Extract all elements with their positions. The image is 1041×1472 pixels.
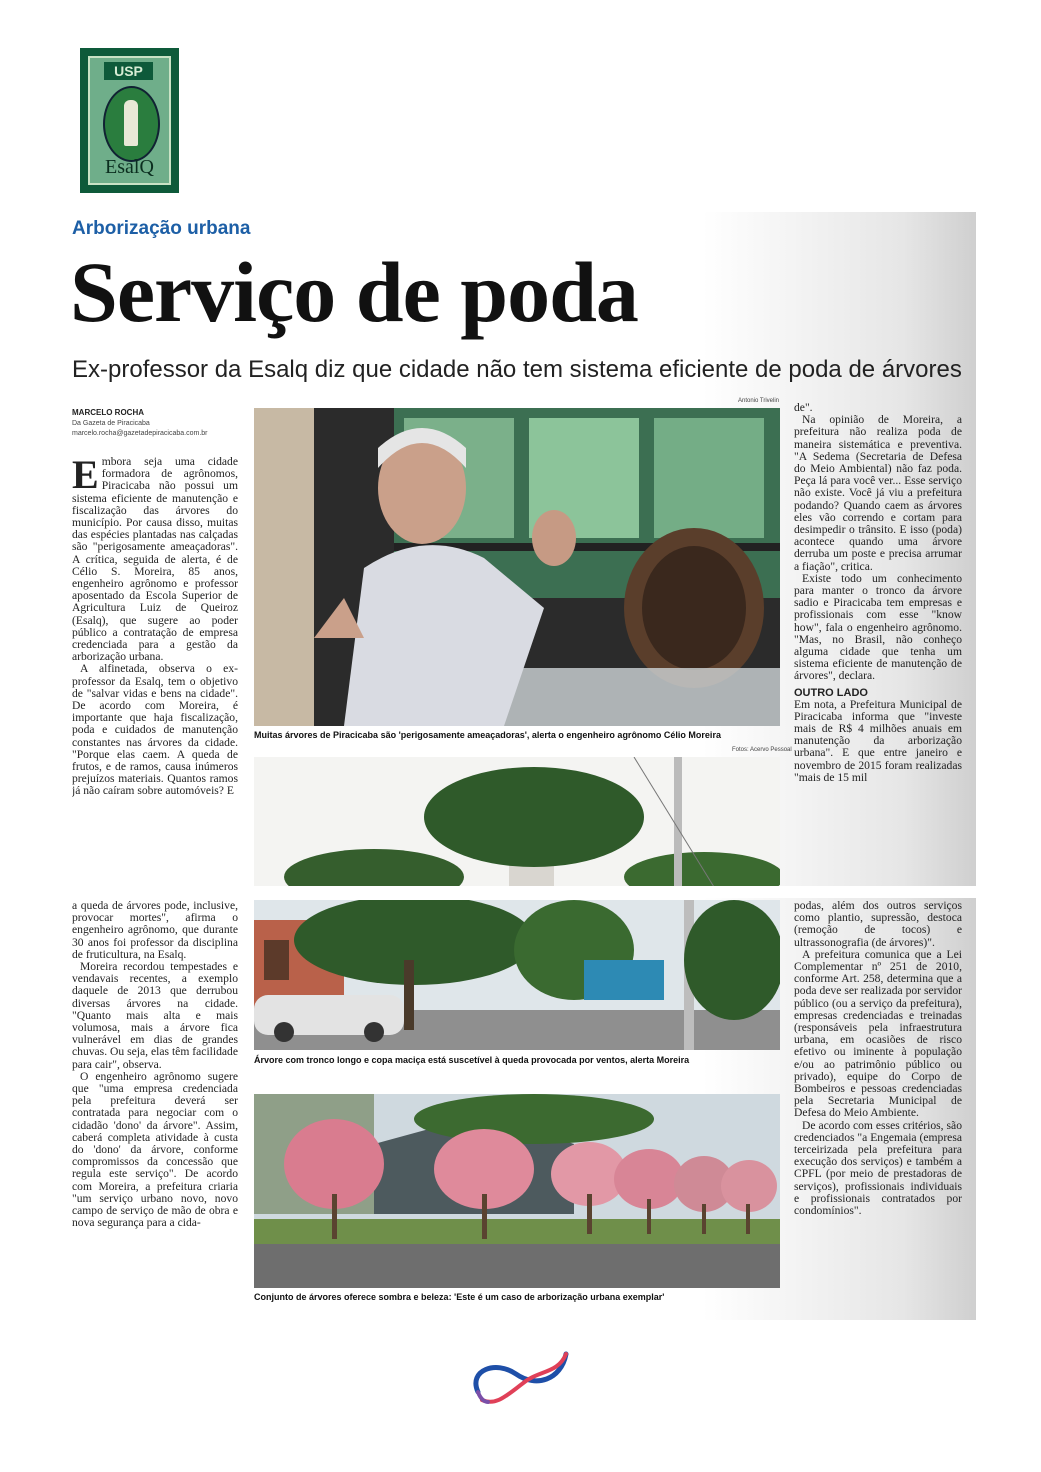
logo-emblem: [103, 86, 160, 162]
logo-figure-icon: [124, 100, 138, 146]
column-1-bottom: [72, 900, 238, 1308]
headline: Serviço de poda: [70, 244, 638, 340]
page-split-divider: [64, 886, 976, 898]
photo-credit: Fotos: Acervo Pessoal: [732, 747, 792, 753]
paragraph: De acordo com esses critérios, são credenciados "a Engemaia (empresa terceirizada pela prefeitura para execução dos serviços) e também a CPFL (por meio de prestadoras de serviços), profissionais individuais e profissionais contratados por condomínios".: [794, 1118, 962, 1218]
logo-esalq-text: EsalQ: [105, 156, 154, 178]
paragraph: O engenheiro agrônomo sugere que "uma empresa credenciada pela prefeitura deverá ser contratada para negociar com o cidadão 'dono' da árvore". Assim, caberá completa atividade à custa do 'dono' da árvore, conforme compromissos da concessão que regula este serviço". De acordo com Moreira, a prefeitura criaria "um serviço urbano novo, novo campo de serviço de mão de obra e nova segurança para a cida-: [72, 1069, 238, 1230]
author-outlet: Da Gazeta de Piracicaba: [72, 420, 150, 427]
newspaper-article: [64, 212, 976, 1320]
photo-tall-tree-top-image: [254, 757, 780, 887]
photo-tree-row-image: [254, 1094, 780, 1288]
logo-frame: [88, 56, 171, 185]
photo-tall-tree-image: [254, 900, 780, 1050]
column-1-top: [72, 456, 238, 886]
photo-caption: Muitas árvores de Piracicaba são 'perigosamente ameaçadoras', alerta o engenheiro agrônomo Célio Moreira: [254, 730, 721, 740]
paragraph: Em nota, a Prefeitura Municipal de Piracicaba informa que "investe mais de R$ 4 milhões anuais em manutenção da arborização urbana". E que entre janeiro e novembro de 2015 foram realizadas "mais de 15 mil: [794, 697, 962, 784]
paragraph: podas, além dos outros serviços como plantio, supressão, destoca (remoção de tocos) e ultrassonografia (de árvores)".: [794, 900, 962, 949]
photo-tree-row: [254, 1094, 780, 1288]
esalq-logo: [80, 48, 179, 193]
author-name: MARCELO ROCHA: [72, 408, 144, 417]
dropcap: E: [72, 456, 99, 497]
photo-caption: Conjunto de árvores oferece sombra e beleza: 'Este é um caso de arborização urbana exemplar': [254, 1292, 665, 1302]
logo-usp-text: USP: [104, 62, 153, 80]
author-email: marcelo.rocha@gazetadepiracicaba.com.br: [72, 430, 208, 437]
subheadline: Ex-professor da Esalq diz que cidade não tem sistema eficiente de poda de árvores: [72, 356, 962, 383]
section-heading: OUTRO LADO: [794, 686, 868, 699]
photo-credit: Antonio Trivelin: [738, 398, 780, 404]
paragraph: Existe todo um conhecimento para manter o tronco da árvore sadio e Piracicaba tem empresas e profissionais com esse "know how", fala o engenheiro agrônomo. "Mas, no Brasil, não conheço alguma cidade que tenha um sistema eficiente de manutenção de árvores", declara.: [794, 571, 962, 683]
paragraph: Na opinião de Moreira, a prefeitura não realiza poda de maneira sistemática e preventiva. "A Sedema (Secretaria de Defesa do Meio Ambiental) não faz poda. Peça lá para você ver... Esse serviço não existe. Você já viu a prefeitura podando? Quando caem as árvores eles vão correndo e cortam para desimpedir o trânsito. E isso (poda) acontece quando uma árvore derruba um poste e precisa arrumar a fiação", critica.: [794, 413, 962, 573]
photo-interview-image: [254, 408, 780, 726]
section-kicker: Arborização urbana: [72, 218, 251, 239]
paragraph: A alfinetada, observa o ex-professor da Esalq, tem o objetivo de "salvar vidas e bens na cidade". De acordo com Moreira, é importante que haja fiscalização, poda e cuidados de manutenção constantes nas árvores da cidade. "Porque elas caem. A queda de frutos, e de ramos, causa inúmeros prejuízos materiais. Quantos ramos já não caíram sobre automóveis? E: [72, 662, 238, 798]
paragraph: Moreira recordou tempestades e vendavais recentes, a exemplo daquele de 2013 que derrubou diversas árvores na cidade. "Quanto mais alta e mais volumosa, mais a árvore fica vulnerável em dias de grandes chuvas. Ou seja, elas têm facilidade para cair", observa.: [72, 960, 238, 1071]
column-3-top: [794, 402, 962, 886]
photo-tall-tree: [254, 900, 780, 1050]
column-3-bottom: [794, 900, 962, 1316]
swoosh-logo-icon: [466, 1340, 572, 1410]
paragraph: de".: [794, 402, 813, 414]
paragraph: [72, 456, 238, 663]
paragraph-text: mbora seja uma cidade formadora de agrônomos, Piracicaba não possui um sistema eficiente de manutenção e fiscalização das árvores do município. Por causa disso, muitas das espécies plantadas nas calçadas são "perigosamente ameaçadoras". A crítica, seguida de alerta, é de Célio S. Moreira, 85 anos, engenheiro agrônomo e professor aposentado da Escola Superior de Agricultura Luiz de Queiroz (Esalq), que sugere ao poder público a contratação de empresa credenciada para a gestão da arborização urbana.: [72, 456, 238, 664]
paragraph: a queda de árvores pode, inclusive, provocar mortes", afirma o engenheiro agrônomo, que durante 30 anos foi professor da disciplina de fruticultura, na Esalq.: [72, 900, 238, 961]
photo-tall-tree-top: [254, 757, 780, 887]
paragraph: A prefeitura comunica que a Lei Complementar nº 251 de 2010, conforme Art. 258, determina que a poda deve ser realizada por servidor público (ou a serviço da prefeitura), empresas credenciadas e treinadas (responsáveis pela infraestrutura urbana, em ocasiões de risco efetivo ou iminente à população e/ou ao patrimônio público ou privado), equipe do Corpo de Bombeiros e pessoas credenciadas pela Secretaria Municipal de Defesa do Meio Ambiente.: [794, 947, 962, 1120]
photo-caption: Árvore com tronco longo e copa maciça está suscetível à queda provocada por ventos, alerta Moreira: [254, 1055, 690, 1065]
photo-interview: [254, 408, 780, 726]
byline: [72, 408, 242, 437]
